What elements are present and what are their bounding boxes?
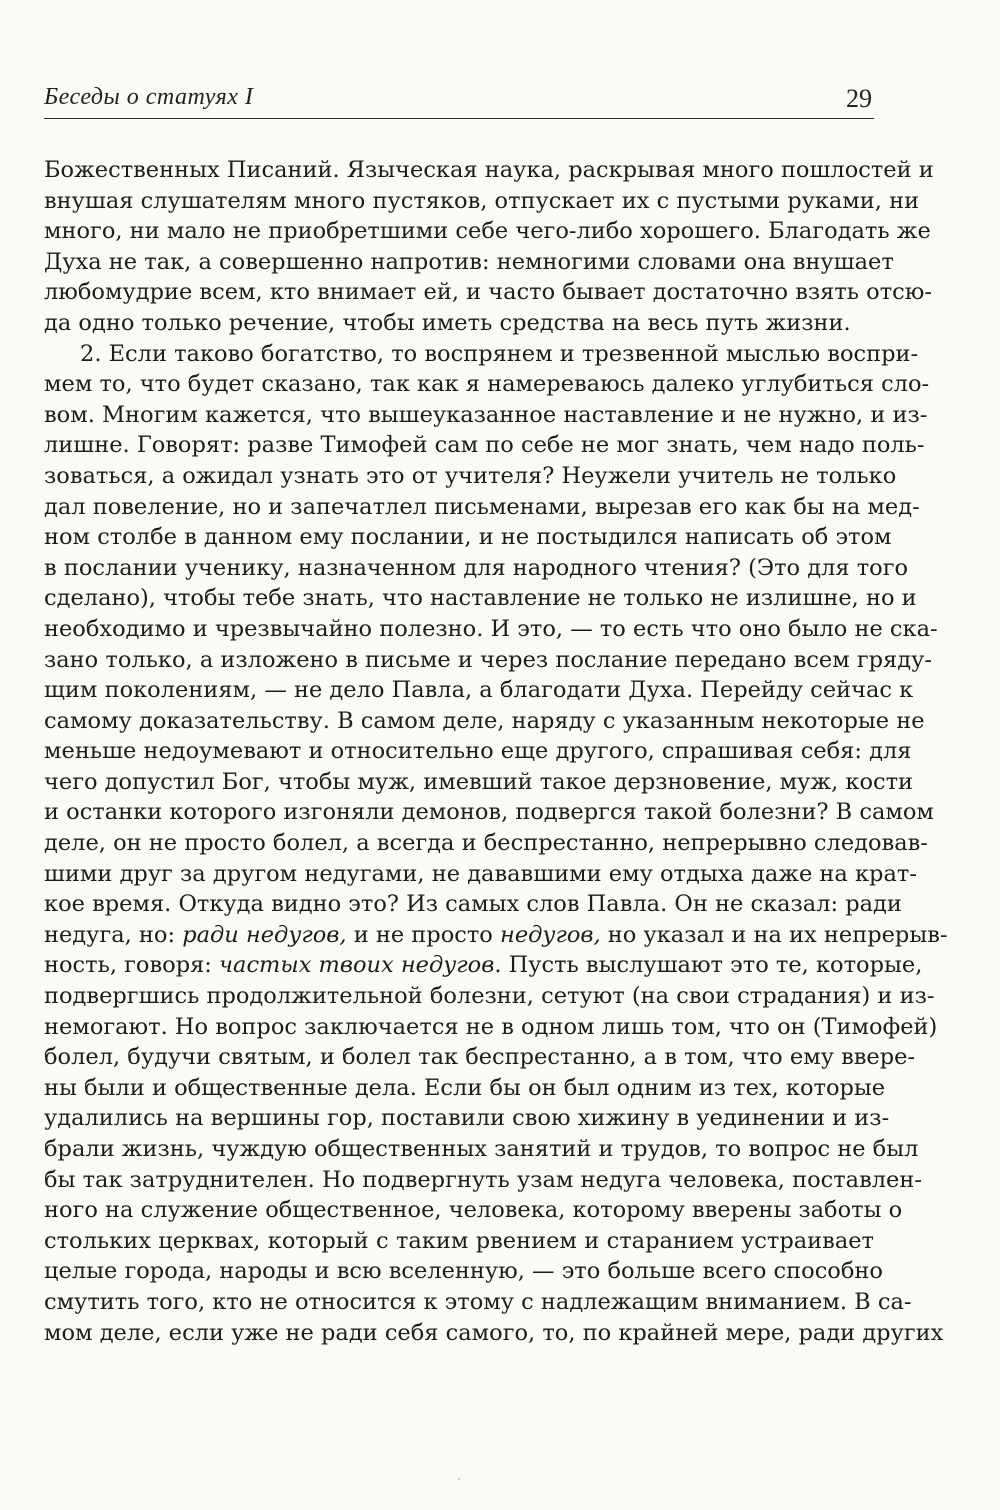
text-line: много, ни мало не приобретшими себе чего-либо хорошего. Благодать же [44, 218, 931, 245]
text-line: подвергшись продолжительной болезни, сетуют (на свои страдания) и из- [44, 983, 935, 1010]
text-line: деле, он не просто болел, а всегда и беспрестанно, непрерывно следовав- [44, 830, 928, 857]
text-line: дал повеление, но и запечатлел письменами, вырезав его как бы на мед- [44, 493, 920, 520]
text-line: вом. Многим кажется, что вышеуказанное наставление и не нужно, и из- [44, 401, 928, 428]
text-line: сделано), чтобы тебе знать, что наставление не только не излишне, но и [44, 585, 917, 612]
text-run: Пусть выслушают это те, которые, [501, 952, 923, 979]
text-line: да одно только речение, чтобы иметь средства на весь путь жизни. [44, 309, 851, 336]
text-run: и не просто [346, 921, 501, 948]
text-line: брали жизнь, чуждую общественных занятий и трудов, то вопрос не был [44, 1136, 919, 1162]
text-line: болел, будучи святым, и болел так беспрестанно, а в том, что ему вверe- [44, 1044, 916, 1071]
header-rule [44, 118, 874, 119]
text-line: мем то, что будет сказано, так как я намереваюсь далеко углубиться сло- [44, 371, 930, 398]
text-line: удалились на вершины гор, поставили свою хижину в уединении и из- [44, 1105, 890, 1132]
text-line: ного на служение общественное, человека, которому вверены заботы о [44, 1197, 903, 1224]
text-line: любомудрие всем, кто внимает ей, и часто бывает достаточно взять отсю- [44, 279, 932, 306]
text-line: меньше недоумевают и относительно еще другого, спрашивая себя: для [44, 738, 912, 765]
text-line: внушая слушателям много пустяков, отпускает их с пустыми руками, ни [44, 187, 920, 214]
text-line: стольких церквах, который с таким рвением и старанием устраивает [44, 1227, 874, 1254]
text-line: бы так затруднителен. Но подвергнуть узам недуга человека, поставлен- [44, 1166, 922, 1193]
italic-quote: недугов, [500, 921, 601, 948]
text-line: ны были и общественные дела. Если бы он был одним из тех, которые [44, 1074, 886, 1101]
text-line: кое время. Откуда видно это? Из самых слов Павла. Он не сказал: ради [44, 891, 902, 918]
running-title: Беседы о статуях I [44, 84, 254, 110]
text-line: чего допустил Бог, чтобы муж, имевший такое дерзновение, муж, кости [44, 768, 914, 795]
body-text [44, 155, 948, 1348]
text-line: в послании ученику, назначенном для народного чтения? (Это для того [44, 554, 909, 581]
text-line-mixed [44, 920, 948, 951]
text-line: и останки которого изгоняли демонов, подвергся такой болезни? В самом [44, 799, 934, 826]
paragraph-start-line: 2. Если таково богатство, то воспрянем и трезвенной мыслью воспри- [80, 340, 919, 367]
text-run: но указал и на их непрерыв- [600, 921, 948, 948]
text-line: целые города, народы и всю вселенную, — это больше всего способно [44, 1258, 883, 1285]
text-line: Божественных Писаний. Языческая наука, раскрывая много пошлостей и [44, 157, 934, 183]
text-line: необходимо и чрезвычайно полезно. И это, — то есть что оно было не ска- [44, 615, 938, 642]
text-line-mixed [44, 950, 923, 981]
text-run: но: [131, 921, 183, 948]
text-line: ном столбе в данном ему послании, и не постыдился написать об этом [44, 524, 892, 551]
text-line: немогают. Но вопрос заключается не в одном лишь том, что он (Тимофей) [44, 1013, 938, 1040]
text-line: мом деле, если уже не ради себя самого, то, по крайней мере, ради других [44, 1319, 944, 1346]
italic-quote: ради недугов, [182, 921, 347, 948]
text-line: шими друг за другом недугами, не дававшими ему отдыха даже на крат- [44, 860, 917, 887]
text-line: зоваться, а ожидал узнать это от учителя? Неужели учитель не только [44, 462, 897, 489]
text-line: Духа не так, а совершенно напротив: немногими словами она внушает [44, 248, 894, 275]
text-line: самому доказательству. В самом деле, наряду с указанным некоторые не [44, 707, 925, 734]
italic-quote: частых твоих недугов. [219, 952, 502, 979]
text-line: щим поколениям, — не дело Павла, а благодати Духа. Перейду сейчас к [44, 677, 914, 704]
text-line: зано только, а изложено в письме и через послание передано всем гряду- [44, 646, 932, 673]
text-line: смутить того, кто не относится к этому с надлежащим вниманием. В са- [44, 1288, 912, 1315]
text-run: недуга, [44, 921, 132, 948]
text-run: ность, говоря: [44, 952, 220, 979]
paper-speck [458, 1478, 460, 1480]
text-line: лишне. Говорят: разве Тимофей сам по себе не мог знать, чем надо поль- [44, 432, 925, 459]
page-number: 29 [846, 84, 872, 113]
